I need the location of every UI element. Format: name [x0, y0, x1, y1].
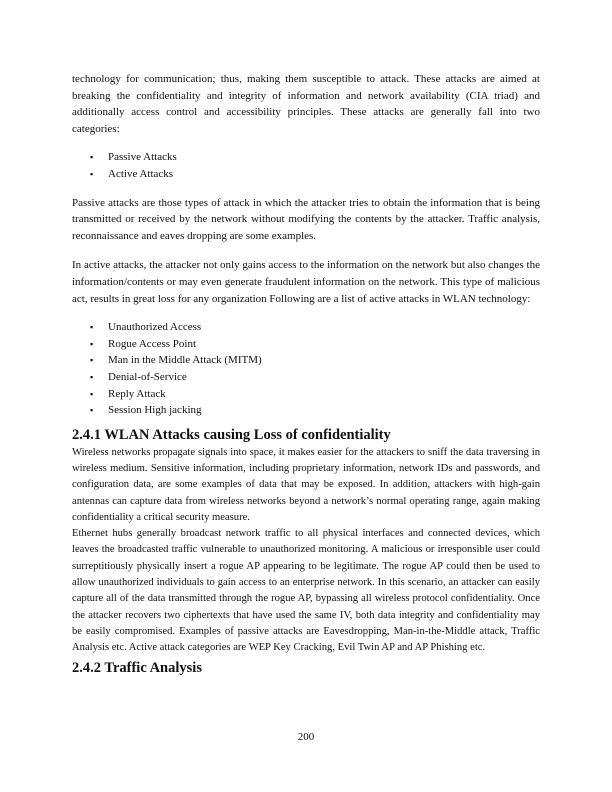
list-item: ▪ Rogue Access Point [72, 336, 540, 353]
paragraph-intro: technology for communication; thus, making them susceptible to attack. These attacks are aimed at breaking the confidentiality and integrity of information and network availability (CIA triad) and additionally access control and accessibility principles. These attacks are generally fall into two categories: [72, 73, 540, 135]
attack-categories-list [72, 149, 540, 182]
list-item: ▪ Active Attacks [72, 166, 540, 183]
page-number: 200 [297, 731, 315, 743]
bullet-icon: ▪ [90, 355, 94, 366]
active-attacks-list [72, 319, 540, 419]
document-page [72, 71, 540, 678]
section-heading-wlan-attacks: 2.4.1 WLAN Attacks causing Loss of confidentiality [72, 426, 391, 443]
list-item: ▪ Passive Attacks [72, 149, 540, 166]
bullet-icon: ▪ [90, 371, 94, 382]
bullet-icon: ▪ [90, 388, 94, 399]
paragraph-ethernet-hubs: Ethernet hubs generally broadcast network traffic to all physical interfaces and connected devices, which leaves the broadcasted traffic vulnerable to unauthorized monitoring. A malicious or irresponsible user could surreptitiously physically insert a rogue AP appearing to be legitimate. The rogue AP could then be used to allow unauthorized individuals to gain access to an enterprise network. In this scenario, an attacker can easily capture all of the data transmitted through the rogue AP, bypassing all wireless protocol confidentiality. Once the attacker recovers two ciphertexts that have used the same IV, both data integrity and confidentiality may be easily compromised. Examples of passive attacks are Eavesdropping, Man-in-the-Middle attack, Traffic Analysis etc. Active attack categories are WEP Key Cracking, Evil Twin AP and AP Phishing etc. [72, 528, 540, 654]
list-item: ▪ Man in the Middle Attack (MITM) [72, 352, 540, 369]
list-item: ▪ Unauthorized Access [72, 319, 540, 336]
paragraph-active-attacks: In active attacks, the attacker not only gains access to the information on the network but also changes the information/contents or may even generate fraudulent information on the network. This type of malicious act, results in great loss for any organization Following are a list of active attacks in WLAN technology: [72, 259, 540, 305]
bullet-icon: ▪ [90, 405, 94, 416]
bullet-icon: ▪ [90, 152, 94, 163]
list-item: ▪ Reply Attack [72, 386, 540, 403]
bullet-icon: ▪ [90, 168, 94, 179]
list-item: ▪ Denial-of-Service [72, 369, 540, 386]
list-item: ▪ Session High jacking [72, 402, 540, 419]
paragraph-wireless-networks: Wireless networks propagate signals into space, it makes easier for the attackers to sniff the data traversing in wireless medium. Sensitive information, including proprietary information, network IDs and passwords, and configuration data, are some examples of data that may be exposed. In addition, attackers with high-gain antennas can capture data from wireless networks beyond a network’s normal operating range, again making confidentiality a critical security measure. [72, 446, 540, 523]
paragraph-passive-attacks: Passive attacks are those types of attack in which the attacker tries to obtain the information that is being transmitted or received by the network without modifying the contents by the attacker. Traffic analysis, reconnaissance and eaves dropping are some examples. [72, 196, 540, 242]
section-heading-traffic-analysis: 2.4.2 Traffic Analysis [72, 659, 202, 676]
bullet-icon: ▪ [90, 322, 94, 333]
bullet-icon: ▪ [90, 338, 94, 349]
